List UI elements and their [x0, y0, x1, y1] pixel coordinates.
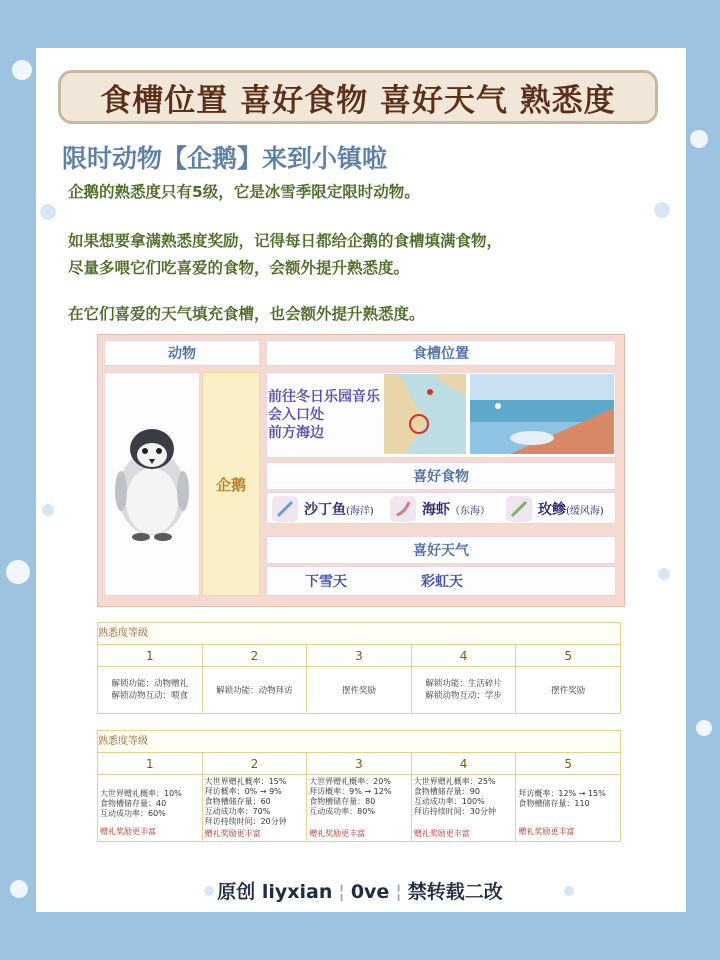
- food-header: 喜好食物: [266, 462, 616, 490]
- bonus-note: 赠礼奖励更丰富: [204, 829, 261, 838]
- reward-text: 解锁功能：动物拜访: [216, 686, 293, 696]
- level-number: 4: [412, 753, 517, 774]
- food-item: [506, 496, 604, 522]
- food-item: [272, 496, 374, 522]
- stats-list: [518, 779, 618, 809]
- reward-cell: [98, 667, 203, 713]
- stats-cell: [203, 775, 308, 841]
- stat-text: 拜访持续时间：20分钟: [204, 817, 287, 826]
- reward-row: [98, 667, 620, 713]
- stat-text: 拜访概率：9% → 12%: [309, 787, 392, 796]
- footer-separator: ¦: [338, 881, 345, 903]
- weather-tip: 在它们喜爱的天气填充食槽，也会额外提升熟悉度。: [68, 305, 425, 323]
- stats-list: [309, 777, 409, 817]
- footer-author: 原创 liyxian: [217, 881, 333, 903]
- col-header-trough: 食槽位置: [266, 340, 616, 366]
- shrimp-icon: [390, 496, 416, 522]
- stats-list: [100, 779, 200, 819]
- stats-list: [414, 777, 514, 817]
- food-name: 玫鲹: [538, 502, 566, 518]
- weather-item: 下雪天: [305, 574, 347, 590]
- map-icon: [384, 374, 466, 454]
- stat-text: 大世界赠礼概率：20%: [309, 777, 391, 786]
- page-subtitle: 限时动物【企鹅】来到小镇啦: [62, 144, 388, 173]
- food-note: (海洋): [346, 505, 374, 517]
- stat-text: 大世界赠礼概率：15%: [204, 777, 287, 786]
- bonus-note: 赠礼奖励更丰富: [100, 827, 156, 836]
- animal-name: 企鹅: [202, 372, 260, 596]
- reward-cell: [307, 667, 412, 713]
- penguin-portrait: [104, 372, 200, 596]
- stat-text: 食物槽储存量：80: [309, 797, 376, 806]
- weather-header: 喜好天气: [266, 536, 616, 564]
- stats-cell: [98, 775, 203, 841]
- footer-separator: ¦: [395, 881, 402, 903]
- tip-line-1: 如果想要拿满熟悉度奖励，记得每日都给企鹅的食槽填满食物，: [68, 232, 503, 250]
- footer-handle: 0ve: [350, 881, 390, 903]
- familiarity-rewards-table: [97, 622, 621, 714]
- level-number: 3: [307, 753, 412, 774]
- familiarity-stats-table: [97, 730, 621, 842]
- level-number: 5: [564, 649, 572, 663]
- stats-row: [98, 775, 620, 841]
- stat-text: 互动成功率：80%: [309, 807, 375, 816]
- food-name: 沙丁鱼: [304, 502, 346, 518]
- stat-text: 大世界赠礼概率：25%: [413, 777, 496, 786]
- table-header: 熟悉度等级: [98, 731, 620, 753]
- level-number: 5: [564, 757, 572, 771]
- stat-text: 互动成功率：70%: [204, 807, 271, 816]
- reward-text: 解锁功能：生活碎片: [425, 679, 502, 689]
- col-header-animal: 动物: [104, 340, 260, 366]
- weather-item: 彩虹天: [421, 574, 463, 590]
- location-line: 前往冬日乐园音乐: [268, 389, 380, 405]
- reward-text: 解锁动物互动：学步: [425, 691, 502, 701]
- penguin-icon: [105, 373, 199, 595]
- level-number: 2: [203, 753, 308, 774]
- bonus-note: 赠礼奖励更丰富: [413, 829, 470, 838]
- stats-cell: [307, 775, 412, 841]
- bonus-note: 赠礼奖励更丰富: [309, 829, 366, 838]
- footer-notice: 禁转载二改: [407, 881, 503, 903]
- location-map: [384, 374, 466, 454]
- level-row: [98, 753, 620, 775]
- table-header: 熟悉度等级: [98, 623, 620, 645]
- reward-cell: [516, 667, 620, 713]
- beach-scene-icon: [470, 374, 614, 454]
- bonus-note: 赠礼奖励更丰富: [518, 827, 575, 836]
- page-title: 食槽位置 喜好食物 喜好天气 熟悉度: [58, 70, 658, 124]
- food-note: （东海）: [450, 505, 490, 517]
- reward-cell: [203, 667, 308, 713]
- level-row: [98, 645, 620, 667]
- reward-cell: [412, 667, 517, 713]
- tip-line-2: 尽量多喂它们吃喜爱的食物，会额外提升熟悉度。: [68, 259, 410, 277]
- stat-text: 食物槽储存量：110: [518, 799, 590, 808]
- level-number: 3: [307, 645, 412, 666]
- location-text: [268, 388, 380, 442]
- level-number: 1: [98, 753, 203, 774]
- food-item: [390, 496, 490, 522]
- reward-text: 摆件奖励: [341, 686, 376, 696]
- reward-text: 解锁功能：动物赠礼: [111, 679, 189, 689]
- intro-paragraph: 企鹅的熟悉度只有5级，它是冰雪季限定限时动物。: [68, 183, 420, 201]
- reward-text: 解锁动物互动：喂食: [111, 691, 189, 701]
- stat-text: 拜访持续时间：30分钟: [413, 807, 496, 816]
- stat-text: 拜访概率：0% → 9%: [204, 787, 282, 796]
- stats-cell: [412, 775, 517, 841]
- fish-icon: [506, 496, 532, 522]
- stat-text: 食物槽储存量：60: [204, 797, 271, 806]
- stats-list: [205, 777, 305, 827]
- food-name: 海虾: [422, 502, 450, 518]
- level-number: 2: [203, 645, 308, 666]
- location-photo: [470, 374, 614, 454]
- footer-credit: [0, 877, 720, 904]
- stats-cell: [516, 775, 620, 841]
- reward-text: 摆件奖励: [551, 686, 586, 696]
- stat-text: 食物槽储存量：90: [413, 787, 480, 796]
- location-line: 会入口处: [268, 407, 324, 423]
- stat-text: 食物槽储存量：40: [100, 799, 167, 808]
- location-line: 前方海边: [268, 425, 324, 441]
- level-number: 4: [412, 645, 517, 666]
- food-note: (缓风海): [566, 505, 604, 517]
- stat-text: 互动成功率：60%: [100, 809, 166, 818]
- level-number: 1: [98, 645, 203, 666]
- stat-text: 拜访概率：12% → 15%: [518, 789, 606, 798]
- stat-text: 互动成功率：100%: [413, 797, 485, 806]
- stat-text: 大世界赠礼概率：10%: [100, 789, 182, 798]
- fish-icon: [272, 496, 298, 522]
